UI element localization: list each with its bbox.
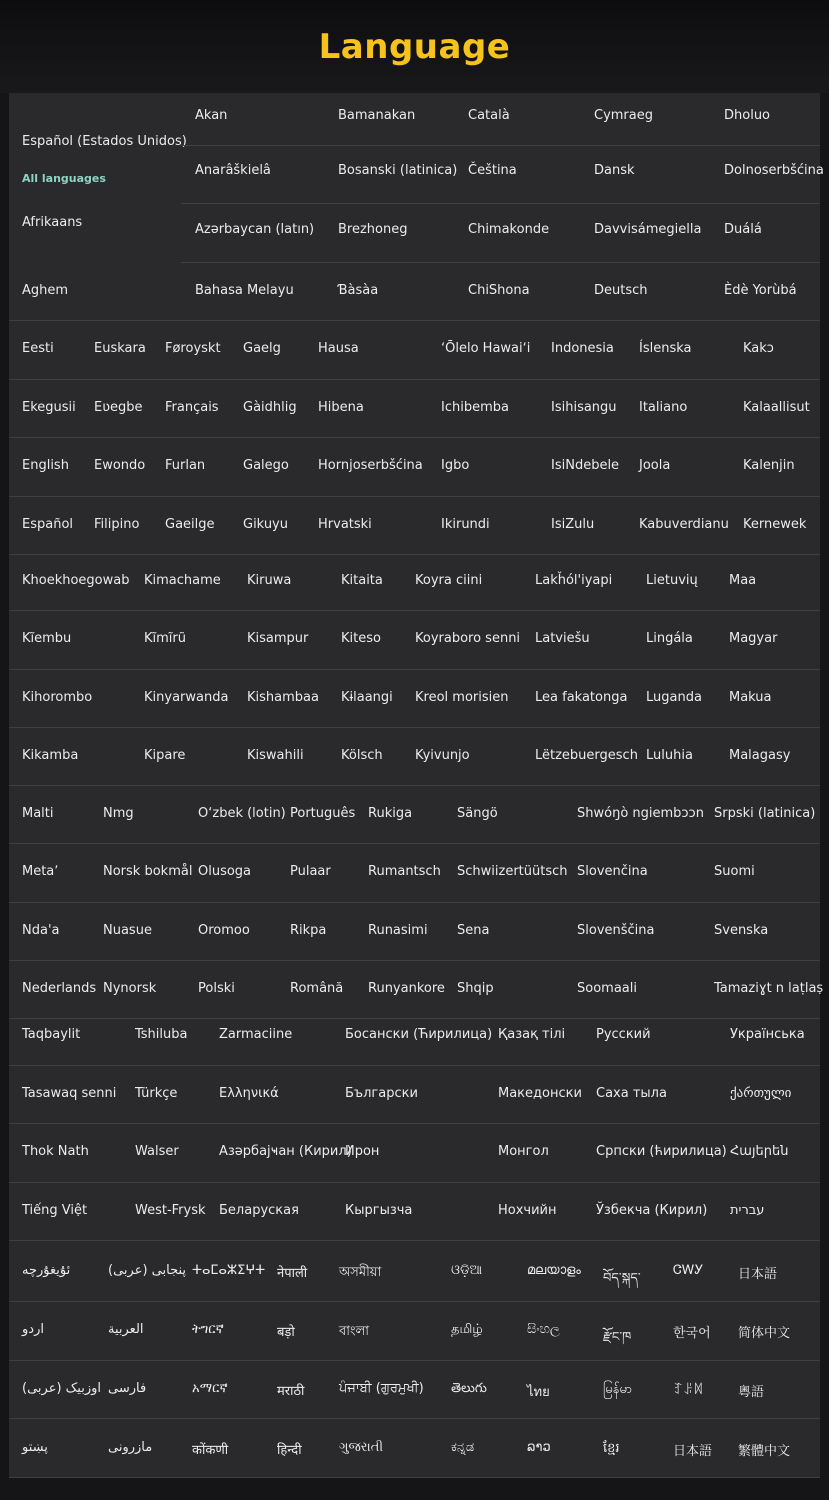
language-row [9,1301,820,1361]
featured-languages [9,93,187,262]
language-row [9,379,820,439]
language-option[interactable]: IsiNdebele [551,458,620,474]
language-option[interactable]: Thok Nath [22,1144,89,1160]
language-option[interactable]: Kĩmĩrũ [144,631,186,647]
language-option[interactable]: ខ្មែរ [603,1440,620,1456]
language-option[interactable]: Kiteso [341,631,381,647]
language-option[interactable]: Български [345,1085,418,1101]
language-option[interactable]: Lea fakatonga [535,689,628,705]
language-option[interactable]: Kɨlaangi [341,689,393,705]
language-option[interactable]: Furlan [165,458,206,474]
language-option[interactable]: ئۇيغۇرچە [22,1263,71,1279]
language-row [9,437,820,497]
language-list [9,93,824,1478]
language-option[interactable]: Հայերեն [730,1144,789,1160]
language-option[interactable]: Joola [639,458,671,474]
language-option[interactable]: Rumantsch [368,864,441,880]
language-option[interactable]: తెలుగు [451,1380,487,1396]
language-option[interactable]: Bosanski (latinica) [338,163,458,178]
language-option[interactable]: አማርኛ [192,1380,228,1396]
language-option[interactable]: कोंकणी [192,1442,229,1458]
language-section [9,785,824,1018]
language-row [181,93,820,146]
language-option[interactable]: বাংলা [339,1324,370,1340]
language-option[interactable]: རྫོང་ཁ [603,1330,632,1346]
language-option[interactable]: Tiếng Việt [22,1202,88,1218]
language-row [9,1065,820,1125]
language-option[interactable]: Luluhia [646,748,693,764]
language-option[interactable]: Svenska [714,922,769,938]
language-option[interactable]: Kreol morisien [415,689,509,705]
language-row [9,727,820,786]
language-option[interactable]: ChiShona [468,283,530,298]
language-option[interactable]: Nuasue [103,922,152,938]
language-option[interactable]: Rikpa [290,922,327,938]
language-option[interactable]: ଓଡ଼ିଆ [451,1263,483,1279]
language-option[interactable]: IsiZulu [551,516,595,532]
language-option[interactable]: Kyivunjo [415,748,470,764]
language-row [9,320,820,380]
language-option[interactable]: West-Frysk [135,1202,206,1218]
language-row [9,1182,820,1242]
language-option[interactable]: Luganda [646,689,702,705]
language-option[interactable]: Runasimi [368,922,428,938]
language-option[interactable]: Koyra ciini [415,573,483,589]
language-option[interactable]: Kalenjin [743,458,795,474]
language-option[interactable]: Kölsch [341,748,383,764]
language-option[interactable]: Malti [22,806,54,822]
language-option[interactable]: Čeština [468,163,517,178]
language-option[interactable]: Dolnoserbšćina [724,163,824,178]
language-option[interactable]: Kiruwa [247,573,292,589]
language-option[interactable]: Slovenčina [577,864,648,880]
language-option[interactable]: Kikamba [22,748,79,764]
language-option[interactable]: Kisampur [247,631,309,647]
language-option[interactable]: Gaelg [243,341,281,357]
language-option[interactable]: Eʋegbe [94,399,143,415]
language-option[interactable]: Hrvatski [318,516,372,532]
language-option[interactable]: Makua [729,689,772,705]
language-option[interactable]: Indonesia [551,341,614,357]
language-option[interactable]: Deutsch [594,283,648,298]
language-option[interactable]: Bahasa Melayu [195,283,294,298]
language-option[interactable]: العربية [108,1322,144,1338]
language-option[interactable]: Filipino [94,516,140,532]
language-option[interactable]: Slovenščina [577,922,655,938]
language-option[interactable]: മലയാളം [527,1263,581,1279]
language-option[interactable]: Soomaali [577,981,637,997]
language-option[interactable]: Dholuo [724,108,771,123]
language-option[interactable]: Ichibemba [441,399,509,415]
language-option[interactable]: Pulaar [290,864,331,880]
language-section [9,1006,820,1240]
language-option[interactable]: Olusoga [198,864,252,880]
language-option[interactable]: Schwiizertüütsch [457,864,568,880]
language-option[interactable]: Кыргызча [345,1202,413,1218]
language-option[interactable]: اردو [22,1322,44,1338]
language-option[interactable]: Afrikaans [22,215,83,230]
language-row [9,1418,820,1478]
language-option[interactable]: Română [290,981,344,997]
language-option[interactable]: Italiano [639,399,688,415]
language-option[interactable]: Eesti [22,341,54,357]
language-option[interactable]: Shwóŋò ngiembɔɔn [577,806,704,822]
language-option[interactable]: اوزبیک (عربی) [22,1380,102,1396]
language-option[interactable]: Polski [198,981,235,997]
language-row [9,669,820,728]
language-option[interactable]: Српски (ћирилица) [596,1144,727,1160]
language-option[interactable]: 한국어 [673,1326,711,1342]
language-option[interactable]: Македонски [498,1085,582,1101]
language-row [9,785,820,844]
language-option[interactable]: Español (Estados Unidos) [22,134,187,149]
language-option[interactable]: Èdè Yorùbá [724,283,797,298]
language-option[interactable]: Dansk [594,163,635,178]
language-option[interactable]: Kernewek [743,516,807,532]
language-option[interactable]: Sängö [457,806,498,822]
language-option[interactable]: پښتو [22,1439,48,1455]
language-option[interactable]: Metaʼ [22,864,59,880]
language-option[interactable]: Magyar [729,631,778,647]
language-option[interactable]: Malagasy [729,748,791,764]
language-option[interactable]: ქართული [730,1085,792,1101]
language-option[interactable]: English [22,458,69,474]
language-option[interactable]: Нохчийн [498,1202,557,1218]
language-option[interactable]: Lietuvių [646,573,698,589]
language-option[interactable]: བོད་སྐད་ [603,1271,641,1287]
all-languages-link[interactable]: All languages [22,172,106,185]
language-option[interactable]: অসমীয়া [339,1265,382,1281]
language-option[interactable]: Brezhoneg [338,221,408,237]
language-option[interactable]: Français [165,399,219,415]
language-option[interactable]: Akan [195,108,228,123]
language-option[interactable]: Gaeilge [165,516,215,532]
language-option[interactable]: Euskara [94,341,146,357]
language-row [9,1360,820,1420]
language-option[interactable]: Kimachame [144,573,221,589]
language-option[interactable]: 粵語 [738,1384,765,1400]
language-option[interactable]: Ελληνικά [219,1085,279,1101]
language-option[interactable]: Taqbaylit [22,1027,81,1043]
language-option[interactable]: Nederlands [22,981,97,997]
language-option[interactable]: Kihorombo [22,689,93,705]
language-option[interactable]: ⵜⴰⵎⴰⵣⵉⵖⵜ [192,1263,266,1279]
language-option[interactable]: 日本語 [673,1443,713,1459]
language-option[interactable]: Lingála [646,631,693,647]
language-option[interactable]: Lakȟól'iyapi [535,573,613,589]
language-option[interactable]: हिन्दी [277,1442,302,1458]
language-option[interactable]: پنجابی (عربی) [108,1263,187,1279]
language-option[interactable]: Kiswahili [247,748,304,764]
language-option[interactable]: Kabuverdianu [639,516,729,532]
language-option[interactable]: ಕನ್ನಡ [451,1439,475,1455]
language-row [181,145,824,204]
language-option[interactable]: Українська [730,1027,805,1043]
language-option[interactable]: Walser [135,1144,179,1160]
language-section [9,1242,820,1477]
language-option[interactable]: Kinyarwanda [144,689,229,705]
language-option[interactable]: ትግርኛ [192,1322,224,1338]
language-option[interactable]: Kalaallisut [743,399,810,415]
language-option[interactable]: Zarmaciine [219,1027,293,1043]
language-option[interactable]: Shqip [457,981,494,997]
page-title: Language [318,27,511,67]
language-option[interactable]: Oromoo [198,922,250,938]
language-option[interactable]: Koyraboro senni [415,631,521,647]
language-row [9,610,820,669]
language-option[interactable]: Kĩembu [22,631,72,647]
language-option[interactable]: मराठी [277,1383,305,1399]
language-option[interactable]: Саха тыла [596,1085,667,1101]
language-option[interactable]: Nmg [103,806,134,822]
language-option[interactable]: 简体中文 [738,1326,791,1342]
language-option[interactable]: Íslenska [639,341,692,357]
language-option[interactable]: Kakɔ [743,341,774,357]
language-option[interactable]: ไทย [527,1384,550,1400]
language-row [9,496,820,556]
language-option[interactable]: Isihisangu [551,399,617,415]
language-option[interactable]: Hornjoserbšćina [318,458,423,474]
language-option[interactable]: Ekegusii [22,399,76,415]
language-option[interactable]: தமிழ் [451,1322,483,1338]
language-option[interactable]: ਪੰਜਾਬੀ (ਗੁਰਮੁਖੀ) [339,1380,424,1396]
section-a-d [9,93,824,320]
language-option[interactable]: Tshiluba [135,1027,188,1043]
language-option[interactable]: Galego [243,458,289,474]
language-option[interactable]: Nynorsk [103,981,157,997]
language-option[interactable]: Runyankore [368,981,445,997]
language-option[interactable]: Kitaita [341,573,383,589]
language-option[interactable]: Español [22,516,74,532]
language-option[interactable]: Cymraeg [594,108,653,123]
language-option[interactable]: नेपाली [277,1266,308,1282]
language-option[interactable]: Ирон [345,1144,380,1160]
language-option[interactable]: Rukiga [368,806,413,822]
language-option[interactable]: Suomi [714,864,755,880]
language-option[interactable]: فارسی [108,1380,147,1396]
language-option[interactable]: Kipare [144,748,186,764]
language-option[interactable]: Ndaꞌa [22,922,60,938]
language-row [9,262,820,321]
language-option[interactable]: ລາວ [527,1439,551,1455]
language-section [9,320,820,554]
language-option[interactable]: Davvisámegiella [594,221,702,237]
language-option[interactable]: Tasawaq senni [22,1085,117,1101]
language-option[interactable]: Srpski (latinica) [714,806,816,822]
language-option[interactable]: Duálá [724,221,762,237]
language-option[interactable]: Ўзбекча (Кирил) [596,1202,708,1218]
language-option[interactable]: Азәрбајҹан (Кирил) [219,1144,352,1160]
language-option[interactable]: Türkçe [135,1085,178,1101]
language-option[interactable]: Português [290,806,356,822]
language-option[interactable]: Ewondo [94,458,146,474]
language-option[interactable]: Hibena [318,399,364,415]
language-row [9,1006,820,1066]
language-option[interactable]: Ɓàsàa [338,283,379,298]
language-option[interactable]: Русский [596,1027,651,1043]
language-option[interactable]: Anarâškielâ [195,163,271,178]
language-option[interactable]: Khoekhoegowab [22,573,130,589]
language-option[interactable]: Latviešu [535,631,590,647]
language-option[interactable]: Maa [729,573,757,589]
language-option[interactable]: עברית [730,1202,765,1218]
language-option[interactable]: Bamanakan [338,108,416,123]
language-option[interactable]: Gikuyu [243,516,288,532]
language-option[interactable]: مازرونی [108,1439,153,1455]
language-option[interactable]: Føroyskt [165,341,221,357]
language-option[interactable]: Ikirundi [441,516,490,532]
header [0,0,829,93]
language-row [9,902,820,961]
language-option[interactable]: ગુજરાતી [339,1439,384,1455]
language-option[interactable]: 日本語 [738,1267,778,1283]
language-row [181,203,820,263]
language-option[interactable]: ʻŌlelo Hawaiʻi [441,341,531,357]
language-option[interactable]: Tamaziɣt n laṭlaṣ [714,981,824,997]
language-row [9,1242,820,1302]
language-option[interactable]: Kishambaa [247,689,319,705]
language-row [9,552,820,611]
language-option[interactable]: ꆈꌠꉙ [673,1382,704,1398]
language-option[interactable]: 繁體中文 [738,1443,791,1459]
language-option[interactable]: Қазақ тілі [498,1027,566,1043]
language-option[interactable]: Монгол [498,1144,549,1160]
language-row [9,843,820,902]
language-option[interactable]: Беларуская [219,1202,299,1218]
language-option[interactable]: Català [468,108,510,123]
language-option[interactable]: မြန်မာ [603,1381,633,1397]
language-option[interactable]: Gàidhlig [243,399,297,415]
language-option[interactable]: Norsk bokmål [103,864,193,880]
language-option[interactable]: बड़ो [277,1325,295,1341]
language-option[interactable]: Chimakonde [468,221,550,237]
language-option[interactable]: සිංහල [527,1322,560,1338]
language-row [9,1123,820,1183]
language-option[interactable]: Igbo [441,458,470,474]
language-option[interactable]: Sena [457,922,490,938]
language-option[interactable]: Aghem [22,283,69,298]
language-section [9,552,820,785]
language-option[interactable]: Azərbaycan (latın) [195,221,315,237]
language-option[interactable]: O‘zbek (lotin) [198,806,286,822]
language-option[interactable]: Hausa [318,341,359,357]
language-option[interactable]: Босански (Ћирилица) [345,1027,493,1043]
language-option[interactable]: Lëtzebuergesch [535,748,638,764]
language-option[interactable]: ᏣᎳᎩ [673,1263,704,1279]
